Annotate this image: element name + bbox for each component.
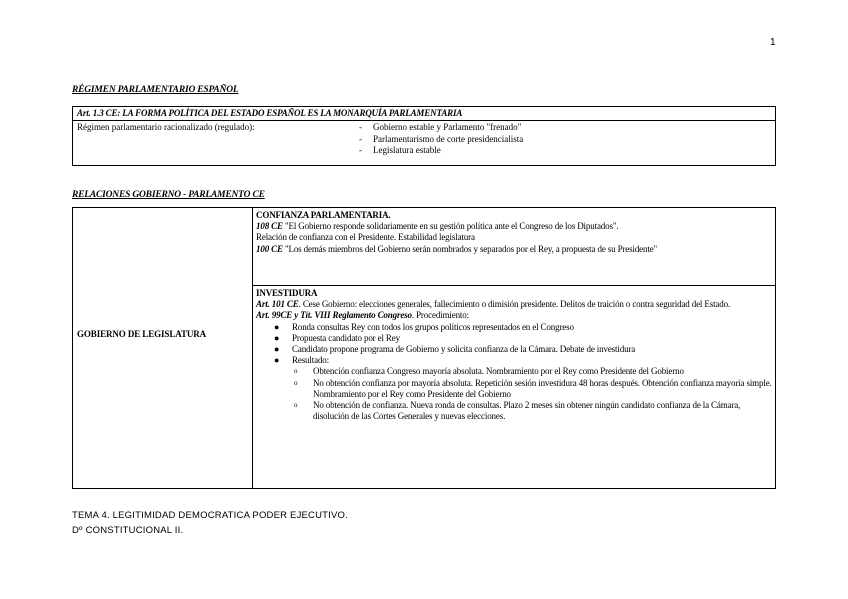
list-item [294,366,772,377]
list-item-text: Propuesta candidato por el Rey [292,332,400,343]
art99-line [256,310,772,321]
bullet-icon: ● [274,332,280,343]
list-item-text: Candidato propone programa de Gobierno y solicita confianza de la Cámara. Debate de investidura [292,344,636,355]
art99-text: . Procedimiento: [411,310,469,321]
list-item [359,122,523,134]
list-item [274,322,772,333]
regimen-row-label: Régimen parlamentario racionalizado (regulado): [77,122,255,132]
list-item-text: Ronda consultas Rey con todos los grupos políticos representados en el Congreso [292,321,574,332]
dash-marker: - [359,122,362,132]
list-item [294,400,772,422]
list-item-text: No obtención confianza por mayoría absoluta. Repetición sesión investidura 48 horas después. Obtención confianza mayoría simple. Nombramiento por el Rey como Presidente del Gobierno [313,377,772,399]
list-item-text: Obtención confianza Congreso mayoría absoluta. Nombramiento por el Rey como Presidente del Gobierno [313,366,684,377]
art101-paragraph [256,299,772,310]
regimen-table-header: Art. 1.3 CE: LA FORMA POLÍTICA DEL ESTADO ESPAÑOL ES LA MONARQUÍA PARLAMENTARIA [73,107,775,121]
art108-text: "El Gobierno responde solidariamente en su gestión política ante el Congreso de los Diputados". [282,221,619,232]
list-item-text: Gobierno estable y Parlamento "frenado" [373,122,522,132]
relaciones-table [72,207,776,489]
dash-marker: - [359,133,362,144]
list-item-text: Resultado: [292,355,329,366]
art101-ref: Art. 101 CE [256,299,299,310]
art100-text: "Los demás miembros del Gobierno serán nombrados y separados por el Rey, a propuesta de su Presidente" [282,243,658,254]
gobierno-legislatura-label: GOBIERNO DE LEGISLATURA [77,329,207,339]
investidura-cell [253,286,775,488]
dash-marker: - [359,145,362,155]
art108-ref: 108 CE [256,221,283,232]
footer-tema: TEMA 4. LEGITIMIDAD DEMOCRATICA PODER EJECUTIVO. [72,510,348,521]
footer-asignatura: Dº CONSTITUCIONAL II. [72,525,184,536]
bullet-icon: ● [274,321,280,332]
relacion-confianza-text: Relación de confianza con el Presidente. Estabilidad legislatura [256,232,475,243]
list-item [359,134,523,146]
investidura-title: INVESTIDURA [256,288,318,298]
list-item-text: No obtención de confianza. Nueva ronda de consultas. Plazo 2 meses sin obtener ningún candidato confianza de la Cámara, disolución de las Cortes Generales y nuevas elecciones. [313,400,741,422]
circle-bullet-icon: o [294,401,298,410]
regimen-table-row [73,121,775,166]
bullet-icon: ● [274,355,280,366]
confianza-title: CONFIANZA PARLAMENTARIA. [256,210,391,220]
circle-bullet-icon: o [294,367,298,376]
art100-line [256,244,772,255]
list-item-text: Legislatura estable [373,145,441,155]
regimen-table [72,106,776,166]
circle-bullet-icon: o [294,378,298,387]
regimen-characteristics-list [359,122,523,157]
list-item [274,344,772,355]
list-item [274,333,772,344]
list-item [274,355,772,366]
list-item [294,378,772,400]
art100-ref: 100 CE [256,243,283,254]
list-item-text: Parlamentarismo de corte presidencialista [373,133,524,144]
bullet-icon: ● [274,344,280,355]
section-title-regimen: RÉGIMEN PARLAMENTARIO ESPAÑOL [72,85,239,95]
left-cell [73,208,253,488]
confianza-cell [253,208,775,286]
art108-line [256,221,772,232]
resultado-list [256,366,772,422]
page-number: 1 [770,37,776,48]
art101-text: . Cese Gobierno: elecciones generales, fallecimiento o dimisión presidente. Delitos de traición o contra seguridad del Estado. [298,299,731,310]
art99-ref: Art. 99CE y Tít. VIII Reglamento Congreso [256,310,412,321]
section-title-relaciones: RELACIONES GOBIERNO - PARLAMENTO CE [72,190,265,200]
list-item [359,145,523,157]
procedimiento-list [256,322,772,367]
